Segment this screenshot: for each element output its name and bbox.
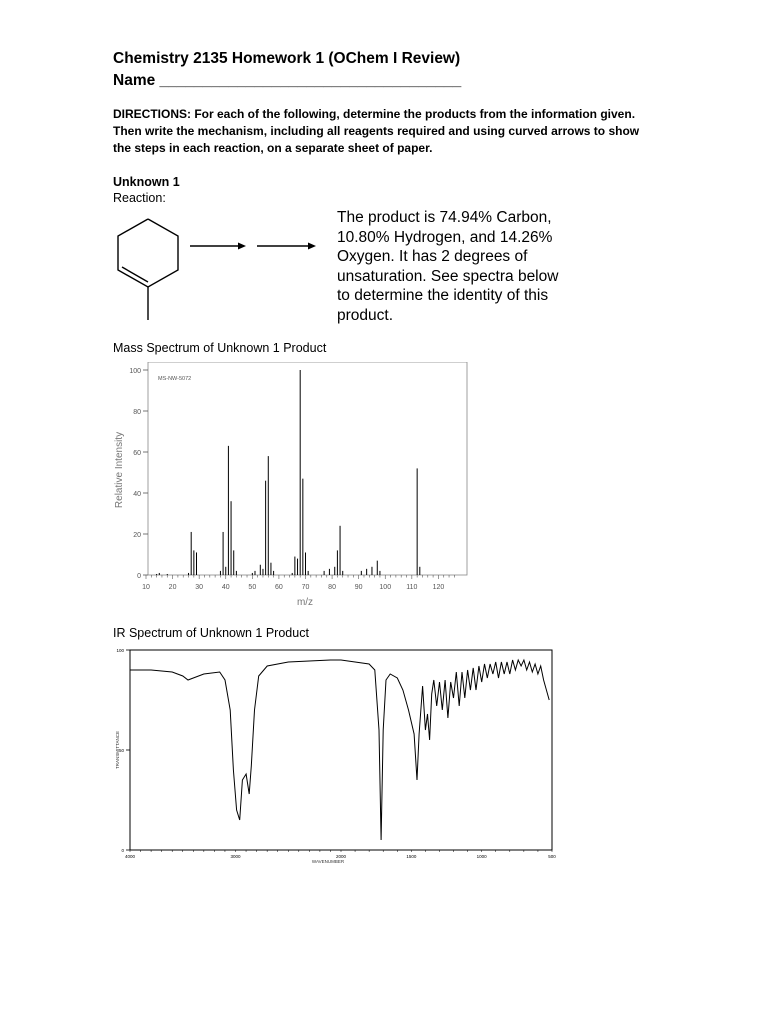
unknown-1-heading: Unknown 1 <box>113 175 180 189</box>
ms-x-tick-label: 110 <box>406 584 418 591</box>
ms-x-tick-label: 80 <box>328 584 336 591</box>
ir-y-axis-label: TRANSMITTANCE <box>115 731 120 769</box>
ms-x-tick-label: 120 <box>432 584 445 591</box>
ms-x-tick-label: 20 <box>168 584 177 591</box>
ms-y-tick-label: 100 <box>129 368 141 375</box>
ms-y-axis-label: Relative Intensity <box>114 431 125 509</box>
product-line: The product is 74.94% Carbon, <box>337 209 552 226</box>
ms-x-axis-label: m/z <box>296 597 314 608</box>
ms-x-tick-label: 100 <box>379 584 392 591</box>
ms-x-tick-label: 40 <box>221 584 230 591</box>
ms-y-tick-label: 40 <box>133 491 141 498</box>
ms-x-tick-label: 90 <box>354 584 363 591</box>
ir-x-tick-label: 2000 <box>335 854 347 859</box>
name-field-line: Name ___________________________________ <box>113 72 462 89</box>
ms-y-tick-label: 80 <box>133 409 141 416</box>
ir-spectrum-caption: IR Spectrum of Unknown 1 Product <box>113 626 309 640</box>
document-title: Chemistry 2135 Homework 1 (OChem I Review) <box>113 50 461 67</box>
product-line: to determine the identity of this <box>337 287 549 304</box>
directions-paragraph: DIRECTIONS: For each of the following, determine the products from the information given. Then write the mechanism, including all reagents required and using curved arrows to show the steps in each reaction, on a separate sheet of paper. <box>113 107 640 155</box>
ms-x-tick-label: 10 <box>142 584 150 591</box>
reaction-arrow-2 <box>257 243 316 250</box>
product-line: 10.80% Hydrogen, and 14.26% <box>337 228 553 246</box>
mass-spectrum-chart <box>108 362 478 610</box>
product-line: unsaturation. See spectra below <box>337 267 559 285</box>
ms-code-label: MS-NW-5072 <box>158 376 192 382</box>
reaction-label: Reaction: <box>113 191 166 205</box>
ms-x-tick-label: 50 <box>248 584 257 591</box>
ir-x-axis-label: WAVENUMBER <box>311 859 345 864</box>
ms-y-tick-label: 0 <box>137 573 141 580</box>
reaction-scheme <box>108 212 333 324</box>
product-line: Oxygen. It has 2 degrees of <box>337 248 528 265</box>
ir-spectrum-chart <box>108 642 558 872</box>
ir-x-tick-label: 1000 <box>476 854 487 859</box>
ir-y-tick-label: 50 <box>118 748 124 753</box>
product-description <box>337 208 597 325</box>
ir-x-tick-label: 1500 <box>406 854 417 859</box>
ms-x-tick-label: 60 <box>275 584 283 591</box>
ms-x-tick-label: 70 <box>301 584 310 591</box>
methylcyclohexene-structure <box>118 219 178 320</box>
ms-y-tick-label: 20 <box>133 532 141 539</box>
ms-y-tick-label: 60 <box>133 450 141 457</box>
product-line: product. <box>337 306 394 324</box>
ir-y-tick-label: 100 <box>116 648 124 653</box>
reaction-arrow-1 <box>190 243 246 250</box>
mass-spectrum-caption: Mass Spectrum of Unknown 1 Product <box>113 341 327 355</box>
ms-x-tick-label: 30 <box>195 584 204 591</box>
ir-x-tick-label: 3000 <box>230 854 241 859</box>
ir-x-tick-label: 500 <box>548 854 556 859</box>
ir-transmittance-trace <box>130 660 549 840</box>
ir-x-tick-label: 4000 <box>124 854 136 859</box>
ir-y-tick-label: 0 <box>121 848 124 853</box>
